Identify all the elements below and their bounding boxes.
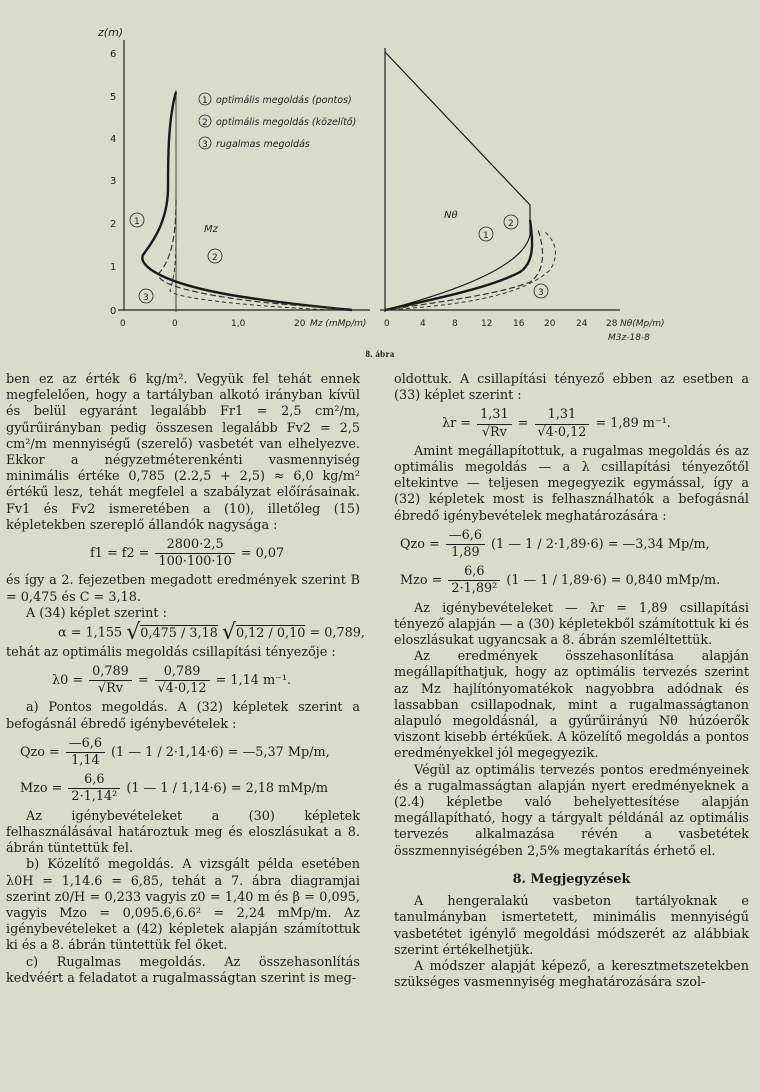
x-tick: 20 bbox=[544, 319, 556, 329]
right-x-label: Nθ(Mp/m) bbox=[620, 319, 665, 329]
y-tick: 4 bbox=[110, 134, 117, 145]
equation-mz0 bbox=[6, 772, 360, 805]
paragraph: tehát az optimális megoldás csillapítási tényezője : bbox=[6, 644, 336, 660]
legend-mark-2: 2 bbox=[202, 118, 208, 128]
x-tick: 16 bbox=[513, 319, 525, 329]
figure-stamp: M3z-18-8 bbox=[608, 333, 650, 343]
n-curve-approx bbox=[385, 230, 543, 310]
paragraph: és így a 2. fejezetben megadott eredmények szerint B = 0,475 és C = 3,18. bbox=[6, 573, 360, 605]
legend-mark-1: 1 bbox=[202, 96, 208, 106]
legend-text-3: rugalmas megoldás bbox=[216, 139, 310, 150]
eq-parenthesis: (1 — 1 / 2·1,14·6) bbox=[111, 745, 224, 761]
paragraph: a) Pontos megoldás. A (32) képletek szerint a befogásnál ébredő igénybevételek : bbox=[6, 700, 360, 732]
paragraph: Amint megállapítottuk, a rugalmas megoldás és az optimális megoldás — a λ csillapítási tényezőtől eltekintve — teljesen megegyezik egymással, így a (32) képletek most is felhasználhatók a befogásnál ébredő igénybevételek meghatározására : bbox=[394, 443, 749, 524]
fraction bbox=[89, 664, 132, 697]
paragraph: A (34) képlet szerint : bbox=[26, 605, 167, 621]
numerator: 2800·2,5 bbox=[155, 537, 234, 554]
mz-curve-approx bbox=[159, 200, 352, 309]
n-envelope bbox=[385, 52, 530, 310]
paragraph: b) Közelítő megoldás. A vizsgált példa esetében λ0H = 1,14.6 = 6,85, tehát a 7. ábra diagramjai szerint z0/H = 0,233 vagyis z0 = 1,40 m és β = 0,095, vagyis Mzo = 0,095.6,6.6² = 2,24 mMp/m. Az igénybevételeket a (42) képletek alapján számítottuk ki és a 8. ábrán tüntettük fel őket. bbox=[6, 857, 360, 954]
eq-lhs: Mzo = bbox=[400, 573, 443, 589]
eq-result: = 0,840 mMp/m. bbox=[610, 573, 721, 589]
mz-curve-label: Mz bbox=[204, 224, 218, 235]
paragraph: Az igénybevételeket a (30) képletek felhasználásával határoztuk meg és eloszlásukat a 8. ábrán tüntettük fel. bbox=[6, 808, 360, 857]
y-tick: 6 bbox=[110, 49, 117, 60]
denominator: 1,14 bbox=[71, 753, 100, 769]
x-tick: 28 bbox=[606, 319, 618, 329]
x-tick: 24 bbox=[576, 319, 588, 329]
numerator: 1,31 bbox=[535, 407, 590, 424]
n-curve-label: Nθ bbox=[444, 210, 458, 221]
equation-qz0-r bbox=[394, 528, 749, 561]
denominator: √Rv bbox=[481, 424, 507, 440]
eq-result: = —3,34 Mp/m, bbox=[607, 537, 710, 553]
paragraph: Az eredmények összehasonlítása alapján megállapíthatjuk, hogy az optimális tervezés szerint az Mz hajlítónyomatékok nagyobbra adódnak és lassabban csillapodnak, mint a rugalmasságtanon alapuló megoldásnál, a gyűrűirányú Nθ húzóerők viszont kisebb értékűek. A közelítő megoldás a pontos eredményekkel jól megegyezik. bbox=[394, 649, 749, 762]
numerator: 0,789 bbox=[155, 664, 210, 681]
fraction bbox=[448, 564, 500, 597]
fraction bbox=[446, 528, 485, 561]
x-tick: 12 bbox=[481, 319, 493, 329]
denominator: 2·1,14² bbox=[71, 789, 118, 805]
eq-result: = 1,89 m⁻¹. bbox=[595, 416, 671, 432]
equation-alpha: α = 1,155 √0,475 / 3,18 √0,12 / 0,10 = 0,789, bbox=[58, 620, 365, 646]
x-tick: 0 bbox=[120, 319, 126, 329]
eq-result: = —5,37 Mp/m, bbox=[227, 745, 330, 761]
left-column bbox=[6, 372, 365, 987]
numerator: 0,789 bbox=[89, 664, 132, 681]
section-heading: 8. Megjegyzések bbox=[512, 871, 631, 887]
eq-parenthesis: (1 — 1 / 1,89·6) bbox=[506, 573, 607, 589]
numerator: —6,6 bbox=[446, 528, 485, 545]
denominator: √Rv bbox=[97, 681, 123, 697]
fraction bbox=[66, 736, 105, 769]
eq-lhs: Mzo = bbox=[20, 781, 63, 797]
numerator: 6,6 bbox=[68, 772, 120, 789]
figure-caption: 8. ábra bbox=[365, 349, 395, 359]
eq-parenthesis: (1 — 1 / 2·1,89·6) bbox=[491, 537, 604, 553]
eq-result: = 2,18 mMp/m bbox=[230, 781, 329, 797]
radicand: 0,12 / 0,10 bbox=[235, 625, 306, 641]
paragraph: A módszer alapját képező, a keresztmetszetekben szükséges vasmennyiség meghatározására szol- bbox=[394, 958, 749, 991]
curve-marker: 1 bbox=[483, 231, 489, 241]
eq-lhs: α = 1,155 bbox=[58, 625, 123, 641]
right-plot bbox=[380, 48, 665, 343]
x-tick: 20 bbox=[294, 319, 306, 329]
y-tick: 3 bbox=[110, 176, 117, 187]
fraction bbox=[68, 772, 120, 805]
x-tick: 1,0 bbox=[231, 319, 246, 329]
paragraph: Végül az optimális tervezés pontos eredményeinek és a rugalmasságtan alapján nyert eredményeknek a (2.4) képletbe való behelyettesítése alapján megállapítható, hogy a tárgyalt példánál az optimális tervezés alkalmazása révén a vasbetétek összmennyiségében 2,5% megtakarítás érhető el. bbox=[394, 762, 749, 859]
y-tick: 1 bbox=[110, 262, 117, 273]
denominator: 1,89 bbox=[451, 545, 480, 561]
denominator: 100·100·10 bbox=[158, 554, 232, 570]
n-curve-elastic bbox=[385, 232, 555, 310]
curve-marker: 3 bbox=[538, 288, 544, 298]
fraction bbox=[477, 407, 512, 440]
numerator: 1,31 bbox=[477, 407, 512, 424]
numerator: —6,6 bbox=[66, 736, 105, 753]
denominator: √4·0,12 bbox=[537, 424, 587, 440]
curve-marker: 3 bbox=[143, 293, 149, 303]
fraction bbox=[155, 664, 210, 697]
x-tick: 0 bbox=[172, 319, 178, 329]
n-curve-exact bbox=[385, 220, 532, 310]
y-tick: 5 bbox=[110, 92, 117, 103]
x-tick: 0 bbox=[384, 319, 390, 329]
paragraph: oldottuk. A csillapítási tényező ebben az esetben a (33) képlet szerint : bbox=[394, 372, 749, 404]
left-x-label: Mz (mMp/m) bbox=[310, 319, 367, 329]
paragraph: ben ez az érték 6 kg/m². Vegyük fel tehát ennek megfelelően, hogy a tartályban alkotó irányban kívül és belül egyaránt legalább Fr1 = 2,5 cm²/m, gyűrűirányban pedig összesen legalább Fv2 = 2,5 cm²/m mennyiségű (szerelő) vasbetét van elhelyezve. Ekkor a négyzetméterenkénti vasmennyiség minimális értéke 0,785 (2.2,5 + 2,5) ≈ 6,0 kg/m² értékű lesz, tehát megfelel a szabályzat előírásainak. Fv1 és Fv2 ismeretében a (10), illetőleg (15) képletekben szereplő állandók nagysága : bbox=[6, 372, 360, 533]
figure-8 bbox=[0, 0, 760, 345]
eq-result: = 1,14 m⁻¹. bbox=[215, 673, 292, 689]
eq-lhs: λr = bbox=[442, 416, 472, 432]
eq-lhs: λ0 = bbox=[52, 673, 84, 689]
legend-mark-3: 3 bbox=[202, 140, 208, 150]
eq-result: = 0,07 bbox=[240, 546, 285, 562]
paragraph: Az igénybevételeket — λr = 1,89 csillapítási tényező alapján — a (30) képletekből számítottuk ki és eloszlásukat ugyancsak a 8. ábrán szemléltettük. bbox=[394, 600, 749, 649]
eq-lhs: Qzo = bbox=[400, 537, 440, 553]
eq-lhs: f1 = f2 = bbox=[90, 546, 150, 562]
equation-lambda-r: λr = $\frac{1,31}{√Rv}$ = $\frac{1,31}{√4\cdot 0,12}$ = 1,89 m⁻¹. bbox=[442, 407, 671, 440]
curve-marker: 2 bbox=[508, 219, 514, 229]
right-column bbox=[394, 372, 749, 991]
denominator: √4·0,12 bbox=[157, 681, 207, 697]
equation-lambda0: λ0 = $\frac{0,789}{√Rv}$ = $\frac{0,789}{√4\cdot 0,12}$ = 1,14 m⁻¹. bbox=[52, 664, 292, 697]
equation-qz0 bbox=[6, 736, 360, 769]
curve-marker: 2 bbox=[212, 253, 218, 263]
paragraph: c) Rugalmas megoldás. Az összehasonlítás kedvéért a feladatot a rugalmasságtan szerint is meg- bbox=[6, 954, 360, 986]
fraction bbox=[535, 407, 590, 440]
y-tick: 2 bbox=[110, 219, 117, 230]
equation-f bbox=[6, 537, 360, 570]
legend-text-2: optimális megoldás (közelítő) bbox=[216, 117, 357, 128]
radicand: 0,475 / 3,18 bbox=[140, 625, 218, 641]
left-plot bbox=[97, 26, 370, 329]
x-tick: 4 bbox=[420, 319, 426, 329]
legend-text-1: optimális megoldás (pontos) bbox=[216, 95, 352, 106]
eq-result: = 0,789, bbox=[309, 625, 365, 641]
eq-lhs: Qzo = bbox=[20, 745, 60, 761]
equation-mz0-r bbox=[394, 564, 749, 597]
y-tick: 0 bbox=[110, 306, 117, 317]
x-tick: 8 bbox=[452, 319, 458, 329]
eq-parenthesis: (1 — 1 / 1,14·6) bbox=[126, 781, 227, 797]
paragraph: A hengeralakú vasbeton tartályoknak e tanulmányban ismertetett, minimális mennyiségű vasbetétet igénylő megoldási módszerét az alábbiak szerint értékelhetjük. bbox=[394, 894, 749, 958]
numerator: 6,6 bbox=[448, 564, 500, 581]
left-y-label: z(m) bbox=[98, 26, 124, 39]
denominator: 2·1,89² bbox=[451, 581, 498, 597]
fraction bbox=[155, 537, 234, 570]
curve-marker: 1 bbox=[134, 217, 140, 227]
